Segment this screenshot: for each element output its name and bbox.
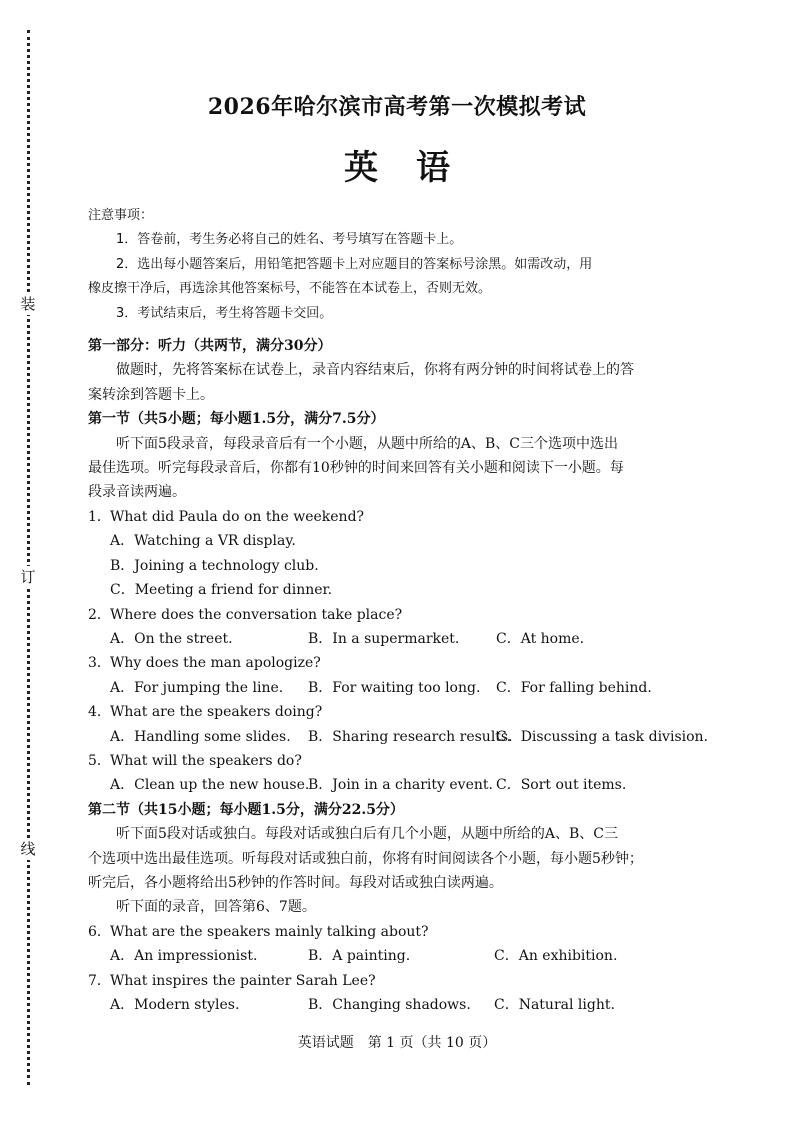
section2-intro-line-2: 个选项中选出最佳选项。听每段对话或独白前，你将有时间阅读各个小题，每小题5秒钟； <box>88 850 643 867</box>
option-c: C．Sort out items. <box>496 777 627 794</box>
notice-item-2-cont: 橡皮擦干净后，再选涂其他答案标号，不能答在本试卷上，否则无效。 <box>88 281 492 297</box>
notice-heading: 注意事项： <box>88 208 154 223</box>
option-b: B．Join in a charity event. <box>308 777 493 794</box>
question-2 <box>88 603 720 627</box>
option-c: C．Discussing a task division. <box>496 728 709 745</box>
question-1-option-a-row <box>88 529 720 553</box>
question-5 <box>88 749 720 773</box>
question-1-option-c-row <box>88 578 720 602</box>
question-number: 4． <box>88 704 111 721</box>
question-3 <box>88 651 720 675</box>
question-7 <box>88 969 720 993</box>
question-text: Why does the man apologize? <box>110 655 321 672</box>
option-c: C．For falling behind. <box>496 679 652 696</box>
option-a: A．On the street. <box>110 630 233 647</box>
option-b: B．Joining a technology club. <box>110 557 319 574</box>
section1-heading: 第一节（共5小题；每小题1.5分，满分7.5分） <box>88 411 385 428</box>
notice-item-2: 2．选出每小题答案后，用铅笔把答题卡上对应题目的答案标号涂黑。如需改动，用 <box>116 256 593 272</box>
question-text: What will the speakers do? <box>110 752 302 769</box>
question-7-options <box>88 993 720 1017</box>
option-a: A．Watching a VR display. <box>110 533 296 550</box>
part1-heading: 第一部分：听力（共两节，满分30分） <box>88 338 332 355</box>
option-c: C．Natural light. <box>494 997 615 1013</box>
question-number: 6． <box>88 923 111 940</box>
option-b: B．Changing shadows. <box>308 997 471 1013</box>
subject-title: 英语 <box>344 148 488 188</box>
notice-item-3: 3．考试结束后，考生将答题卡交回。 <box>116 305 333 321</box>
question-5-options <box>88 773 720 797</box>
option-b: B．Sharing research results. <box>308 728 513 745</box>
question-3-options <box>88 676 720 700</box>
page-footer: 英语试题 第 1 页（共 10 页） <box>297 1035 497 1051</box>
section2-instruction: 听下面的录音，回答第6、7题。 <box>116 899 316 916</box>
question-6-options <box>88 944 720 968</box>
question-text: What are the speakers mainly talking about? <box>110 923 429 940</box>
option-a: A．Handling some slides. <box>110 728 291 745</box>
binding-mark-ding: 订 <box>18 566 38 588</box>
notice-block <box>88 204 720 326</box>
exam-content <box>88 204 720 1017</box>
question-1 <box>88 505 720 529</box>
section1-intro-line-3: 段录音读两遍。 <box>88 484 186 501</box>
question-number: 3． <box>88 655 111 672</box>
part1-intro-line-2: 案转涂到答题卡上。 <box>88 386 214 403</box>
option-a: A．Modern styles. <box>110 997 240 1013</box>
question-4-options <box>88 725 720 749</box>
option-c: C．At home. <box>496 630 585 647</box>
question-number: 5． <box>88 752 111 769</box>
option-c: C．Meeting a friend for dinner. <box>110 582 333 599</box>
section2-intro-line-1: 听下面5段对话或独白。每段对话或独白后有几个小题，从题中所给的A、B、C三 <box>116 826 619 843</box>
section1-intro-line-2: 最佳选项。听完每段录音后，你都有10秒钟的时间来回答有关小题和阅读下一小题。每 <box>88 460 624 477</box>
question-6 <box>88 920 720 944</box>
section1-intro-line-1: 听下面5段录音，每段录音后有一个小题，从题中所给的A、B、C三个选项中选出 <box>116 435 619 452</box>
question-text: What inspires the painter Sarah Lee? <box>110 972 376 989</box>
question-number: 1． <box>88 508 111 525</box>
question-2-options <box>88 627 720 651</box>
option-a: A．Clean up the new house. <box>110 777 310 794</box>
question-number: 7． <box>88 972 111 989</box>
section2-intro-line-3: 听完后，各小题将给出5秒钟的作答时间。每段对话或独白读两遍。 <box>88 874 503 891</box>
option-b: B．In a supermarket. <box>308 630 460 647</box>
question-number: 2． <box>88 606 111 623</box>
question-1-option-b-row <box>88 554 720 578</box>
option-a: A．An impressionist. <box>110 948 258 965</box>
question-text: What are the speakers doing? <box>110 704 323 721</box>
question-4 <box>88 700 720 724</box>
question-text: What did Paula do on the weekend? <box>110 508 365 525</box>
binding-mark-zhuang: 装 <box>18 293 38 315</box>
option-c: C．An exhibition. <box>494 948 618 965</box>
option-b: B．A painting. <box>308 948 411 965</box>
section2-heading: 第二节（共15小题；每小题1.5分，满分22.5分） <box>88 801 404 818</box>
question-text: Where does the conversation take place? <box>110 606 403 623</box>
exam-title: 2026年哈尔滨市高考第一次模拟考试 <box>207 94 587 120</box>
option-b: B．For waiting too long. <box>308 679 481 696</box>
binding-mark-xian: 线 <box>18 838 38 860</box>
option-a: A．For jumping the line. <box>110 679 284 696</box>
part1-intro-line-1: 做题时，先将答案标在试卷上，录音内容结束后，你将有两分钟的时间将试卷上的答 <box>116 362 634 379</box>
notice-item-1: 1．答卷前，考生务必将自己的姓名、考号填写在答题卡上。 <box>116 232 463 248</box>
